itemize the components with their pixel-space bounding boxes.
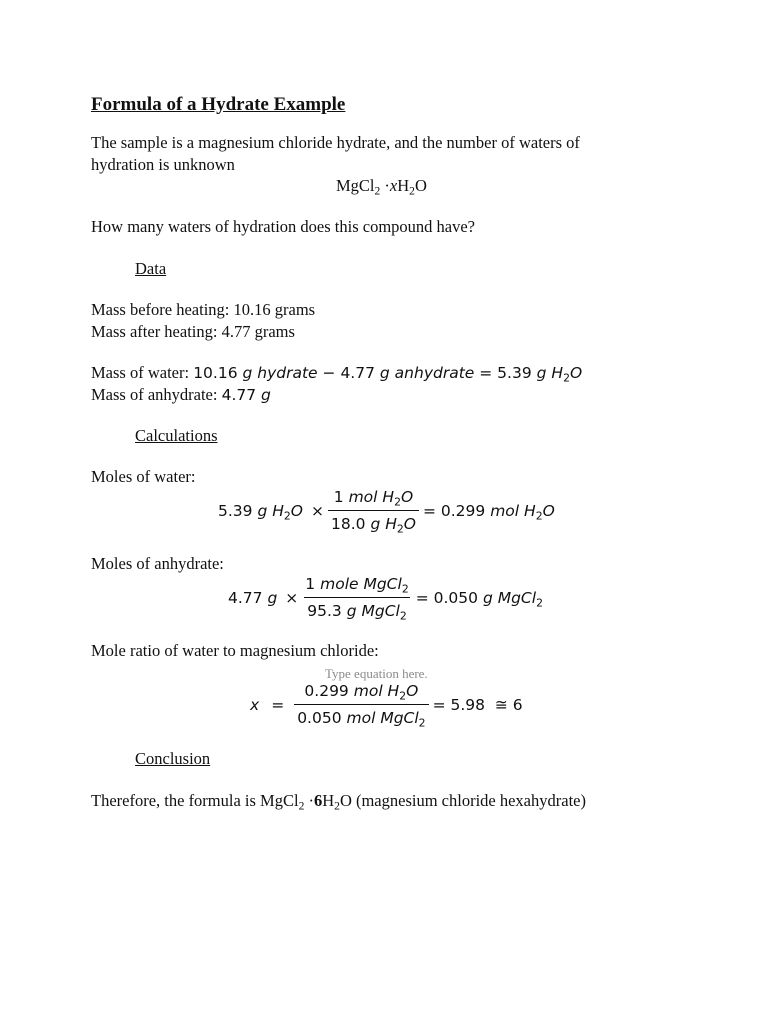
eq3-den-sub: 2 bbox=[418, 716, 426, 730]
eq2-lhs-unit: g bbox=[267, 588, 278, 607]
eq-unit: O bbox=[569, 364, 583, 382]
conclusion-dot: · bbox=[304, 791, 314, 810]
eq-value: − 4.77 bbox=[322, 364, 375, 382]
eq-unit: g hydrate bbox=[242, 364, 318, 382]
moles-anhydrate-label: Moles of anhydrate: bbox=[91, 554, 224, 573]
conclusion-h: H bbox=[322, 791, 335, 810]
anhydrate-number: 4.77 bbox=[221, 386, 257, 404]
intro-line-1: The sample is a magnesium chloride hydrate, and the number of waters of bbox=[91, 133, 580, 152]
eq2-num-b: mole MgCl bbox=[320, 575, 402, 593]
eq1-num-sub: 2 bbox=[394, 495, 401, 509]
mass-anhydrate-label: Mass of anhydrate: bbox=[91, 385, 218, 404]
eq2-den-sub: 2 bbox=[399, 609, 407, 623]
mass-water-label: Mass of water: bbox=[91, 363, 190, 382]
eq2-num-sub: 2 bbox=[401, 582, 409, 596]
conclusion-sub: 2 bbox=[334, 800, 340, 813]
moles-water-label: Moles of water: bbox=[91, 467, 196, 486]
conclusion-sub: 2 bbox=[298, 800, 305, 813]
eq-value: = 5.39 bbox=[479, 364, 532, 382]
formula-dot: · bbox=[380, 176, 390, 195]
anhydrate-unit: g bbox=[261, 386, 271, 404]
mass-anhydrate-value bbox=[222, 386, 271, 404]
eq1-rhs-a: = 0.299 bbox=[422, 501, 486, 520]
formula-h: H bbox=[397, 176, 410, 195]
page-title: Formula of a Hydrate Example bbox=[91, 94, 346, 115]
moles-water-equation bbox=[218, 486, 555, 535]
eq3-x: x bbox=[250, 695, 260, 714]
times-sign: × bbox=[285, 588, 299, 607]
formula-sub: 2 bbox=[409, 185, 415, 198]
eq2-rhs-sub: 2 bbox=[536, 595, 543, 609]
hydrate-formula bbox=[336, 175, 427, 197]
question-text: How many waters of hydration does this compound have? bbox=[91, 217, 475, 236]
conclusion-six: 6 bbox=[313, 791, 323, 810]
eq1-lhs-end: O bbox=[290, 501, 303, 520]
eq2-rhs bbox=[416, 587, 543, 609]
conclusion-prefix: Therefore, the formula is MgCl bbox=[91, 791, 299, 810]
eq1-den-b: g H bbox=[370, 515, 397, 533]
eq2-rhs-b: g MgCl bbox=[482, 588, 537, 607]
eq2-denominator bbox=[304, 597, 409, 622]
eq2-numerator bbox=[302, 573, 411, 597]
eq-unit: g anhydrate bbox=[379, 364, 475, 382]
eq1-fraction bbox=[328, 486, 419, 535]
eq1-den-end: O bbox=[403, 515, 416, 533]
eq1-lhs-sub: 2 bbox=[283, 508, 291, 522]
eq3-equals: = bbox=[271, 695, 285, 714]
eq3-num-sub: 2 bbox=[399, 689, 407, 703]
eq3-numerator bbox=[301, 680, 421, 704]
eq3-num-b: mol H bbox=[353, 682, 400, 700]
eq2-num-a: 1 bbox=[305, 575, 316, 593]
eq2-fraction bbox=[302, 573, 411, 622]
eq2-lhs bbox=[228, 587, 277, 609]
mass-after-text: Mass after heating: 4.77 grams bbox=[91, 322, 295, 341]
equation-placeholder-hint[interactable]: Type equation here. bbox=[325, 666, 428, 681]
eq1-rhs-sub: 2 bbox=[535, 508, 543, 522]
eq3-den-b: mol MgCl bbox=[346, 709, 419, 727]
eq2-lhs-number: 4.77 bbox=[228, 588, 263, 607]
eq2-rhs-a: = 0.050 bbox=[415, 588, 479, 607]
times-sign: × bbox=[310, 501, 324, 520]
formula-sub: 2 bbox=[374, 185, 381, 198]
eq3-den-a: 0.050 bbox=[297, 709, 342, 727]
eq1-denominator bbox=[328, 510, 419, 535]
eq1-lhs-number: 5.39 bbox=[218, 501, 253, 520]
eq1-den-sub: 2 bbox=[396, 522, 404, 536]
eq1-rhs-b: mol H bbox=[490, 501, 536, 520]
mass-before-text: Mass before heating: 10.16 grams bbox=[91, 300, 316, 319]
eq-sub: 2 bbox=[563, 371, 570, 385]
data-heading: Data bbox=[135, 259, 167, 278]
eq1-lhs bbox=[218, 500, 303, 522]
mass-water-equation bbox=[193, 364, 583, 385]
eq1-numerator bbox=[331, 486, 416, 510]
intro-line-2: hydration is unknown bbox=[91, 155, 235, 174]
eq1-rhs bbox=[423, 500, 555, 522]
eq1-num-end: O bbox=[400, 488, 414, 506]
eq1-num-a: 1 bbox=[333, 488, 344, 506]
eq1-num-b: mol H bbox=[348, 488, 395, 506]
mass-anhydrate-line bbox=[91, 384, 271, 406]
eq-value: 10.16 bbox=[193, 364, 238, 382]
formula-x: x bbox=[389, 176, 398, 195]
eq2-den-b: g MgCl bbox=[346, 602, 400, 620]
formula-o: O bbox=[414, 176, 427, 195]
formula-mgcl: MgCl bbox=[336, 176, 375, 195]
mass-water-line bbox=[91, 362, 582, 384]
eq-unit: g H bbox=[536, 364, 564, 382]
eq1-den-a: 18.0 bbox=[330, 515, 366, 533]
conclusion-suffix: O (magnesium chloride hexahydrate) bbox=[339, 791, 586, 810]
eq3-result: = 5.98 ≅ 6 bbox=[432, 695, 523, 714]
eq3-num-a: 0.299 bbox=[304, 682, 349, 700]
eq1-lhs-unit: g H bbox=[257, 501, 284, 520]
eq2-den-a: 95.3 bbox=[307, 602, 342, 620]
moles-anhydrate-equation bbox=[228, 573, 543, 622]
eq1-rhs-end: O bbox=[542, 501, 555, 520]
eq3-num-end: O bbox=[406, 682, 419, 700]
eq3-denominator bbox=[294, 704, 428, 729]
conclusion-heading: Conclusion bbox=[135, 749, 211, 768]
conclusion-text bbox=[91, 790, 586, 812]
eq3-fraction bbox=[294, 680, 428, 729]
mole-ratio-label: Mole ratio of water to magnesium chloride: bbox=[91, 641, 379, 660]
mole-ratio-equation bbox=[250, 680, 523, 729]
calculations-heading: Calculations bbox=[135, 426, 218, 445]
